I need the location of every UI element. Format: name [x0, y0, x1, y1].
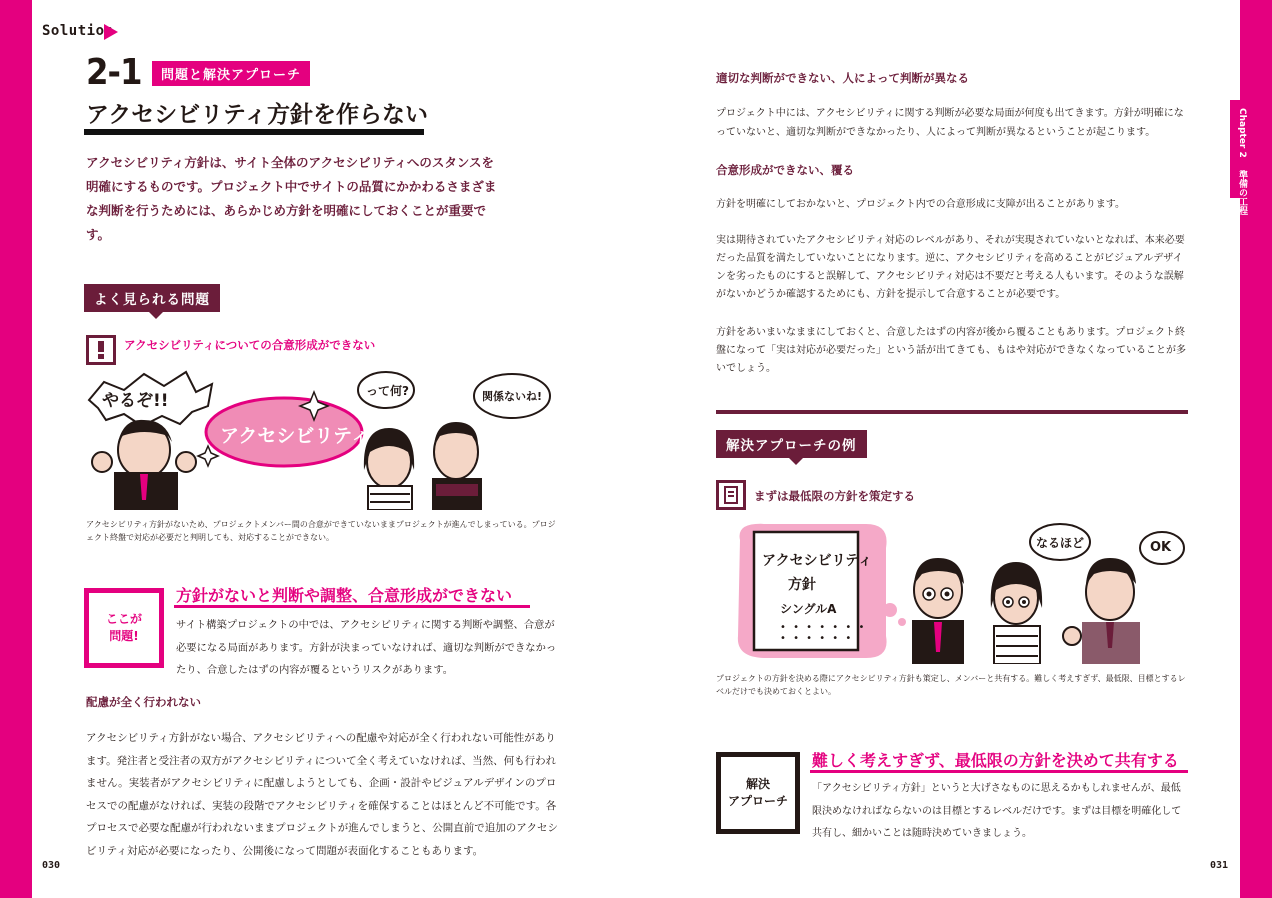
chapter-tab	[1230, 100, 1272, 215]
issue-heading: 方針がないと判断や調整、合意形成ができない	[176, 586, 513, 605]
sub3-paragraph-3: 方針をあいまいなままにしておくと、合意したはずの内容が後から覆ることもあります。プロジェクト終盤になって「実は対応が必要だった」という話が出てきても、もはや対応ができなくなっていることが多いでしょう。	[716, 327, 1186, 374]
approach-text: 「アクセシビリティ方針」というと大げさなものに思えるかもしれませんが、最低限決めなければならないのは目標とするレベルだけです。まずは目標を明確化して共有し、細かいことは随時決めていきましょう。	[812, 783, 1182, 839]
solutions-label-pointer	[788, 457, 804, 465]
problems-label: よく見られる問題	[84, 284, 220, 312]
issue-heading-underline	[174, 605, 530, 608]
lead-paragraph: アクセシビリティ方針は、サイト全体のアクセシビリティへのスタンスを明確にするものです。プロジェクト中でサイトの品質にかかわるさまざまな判断を行うためには、あらかじめ方針を明確にしておくことが重要です。	[86, 155, 497, 242]
issue-box	[84, 588, 164, 668]
category-tag: 問題と解決アプローチ	[152, 61, 310, 86]
sub3-paragraph-2: 実は期待されていたアクセシビリティ対応のレベルがあり、それが実現されていないとなれば、本来必要だった品質を満たしていないことになります。逆に、アクセシビリティを高めることがビジュアルデザインを劣ったものにすると誤解して、アクセシビリティ対応は不要だと考える人もいます。そのような誤解がないかどうか確認するためにも、方針を提示して合意することが必要です。	[716, 235, 1185, 300]
document-icon	[716, 480, 746, 510]
sub3-paragraph-1: 方針を明確にしておかないと、プロジェクト内での合意形成に支障が出ることがあります。	[716, 199, 1125, 210]
sub3-title: 合意形成ができない、覆る	[716, 163, 854, 177]
page-title: アクセシビリティ方針を作らない	[86, 102, 429, 128]
left-page-edge-band	[0, 0, 32, 898]
approach-heading-underline	[810, 770, 1188, 773]
problem-caption: アクセシビリティ方針がないため、プロジェクトメンバー間の合意ができていないままプロジェクトが進んでしまっている。プロジェクト終盤で対応が必要だと判明しても、対応することができない。	[86, 520, 556, 542]
page-number-right: 031	[1210, 860, 1229, 871]
doc-dots: • • • • • • • • • • • • •	[780, 622, 867, 644]
section-number: 2-1	[86, 52, 142, 93]
solutions-divider	[716, 410, 1188, 414]
issue-box-label: ここが 問題!	[105, 612, 142, 643]
exclamation-icon	[86, 335, 116, 365]
agree-bubble-text: なるほど	[1036, 536, 1085, 550]
doc-line-2: 方針	[788, 577, 816, 593]
dismissive-bubble-text: 関係ないね!	[482, 390, 543, 403]
solution-arrow-icon	[104, 24, 118, 40]
sub2-title: 適切な判断ができない、人によって判断が異なる	[716, 71, 969, 85]
problem-illustration	[84, 370, 554, 510]
sub1-title: 配慮が全く行われない	[86, 695, 201, 709]
issue-text: サイト構築プロジェクトの中では、アクセシビリティに関する判断や調整、合意が必要になる局面があります。方針が決まっていなければ、適切な判断ができなかったり、合意したはずの内容が覆るというリスクがあります。	[176, 619, 557, 676]
question-bubble-text: って何?	[366, 384, 409, 398]
page-number-left: 030	[42, 860, 61, 871]
sub1-text: アクセシビリティ方針がない場合、アクセシビリティへの配慮や対応が全く行われない可能性があります。発注者と受注者の双方がアクセシビリティについて全く考えていなければ、当然、何も行われません。実装者がアクセシビリティに配慮しようとしても、企画・設計やビジュアルデザインのプロセスでの配慮がなければ、実装の段階でアクセシビリティを確保することはほとんど不可能です。各プロセスで必要な配慮が行われないままプロジェクトが進んでしまうと、公開直前で追加のアクセシビリティ対応が必要になったり、公開後になって問題が表面化することもあります。	[86, 732, 558, 857]
solution-item-title: まずは最低限の方針を策定する	[754, 489, 915, 503]
solution-illustration	[726, 518, 1186, 664]
solution-caption: プロジェクトの方針を決める際にアクセシビリティ方針も策定し、メンバーと共有する。難しく考えすぎず、最低限、目標とするレベルだけでも決めておくとよい。	[716, 674, 1186, 696]
shout-bubble-text: やるぞ!!	[102, 391, 169, 411]
title-underline	[84, 129, 424, 135]
doc-line-3: シングルA	[780, 602, 837, 616]
problems-label-pointer	[148, 311, 164, 319]
solution-label: Solution	[42, 23, 114, 39]
sub2-text: プロジェクト中には、アクセシビリティに関する判断が必要な局面が何度も出てきます。方針が明確になっていないと、適切な判断ができなかったり、人によって判断が異なるということが起こります。	[716, 108, 1184, 138]
approach-box	[716, 752, 800, 834]
ok-bubble-text: OK	[1150, 540, 1172, 555]
approach-box-label: 解決 アプローチ	[727, 777, 788, 808]
approach-heading: 難しく考えすぎず、最低限の方針を決めて共有する	[812, 751, 1179, 770]
accessibility-word: アクセシビリティ	[220, 425, 370, 447]
problem-item-title: アクセシビリティについての合意形成ができない	[124, 338, 376, 352]
solutions-label: 解決アプローチの例	[716, 430, 867, 458]
chapter-tab-label: Chapter 2 準備の工程	[1237, 108, 1247, 215]
doc-line-1: アクセシビリティ	[762, 553, 873, 569]
